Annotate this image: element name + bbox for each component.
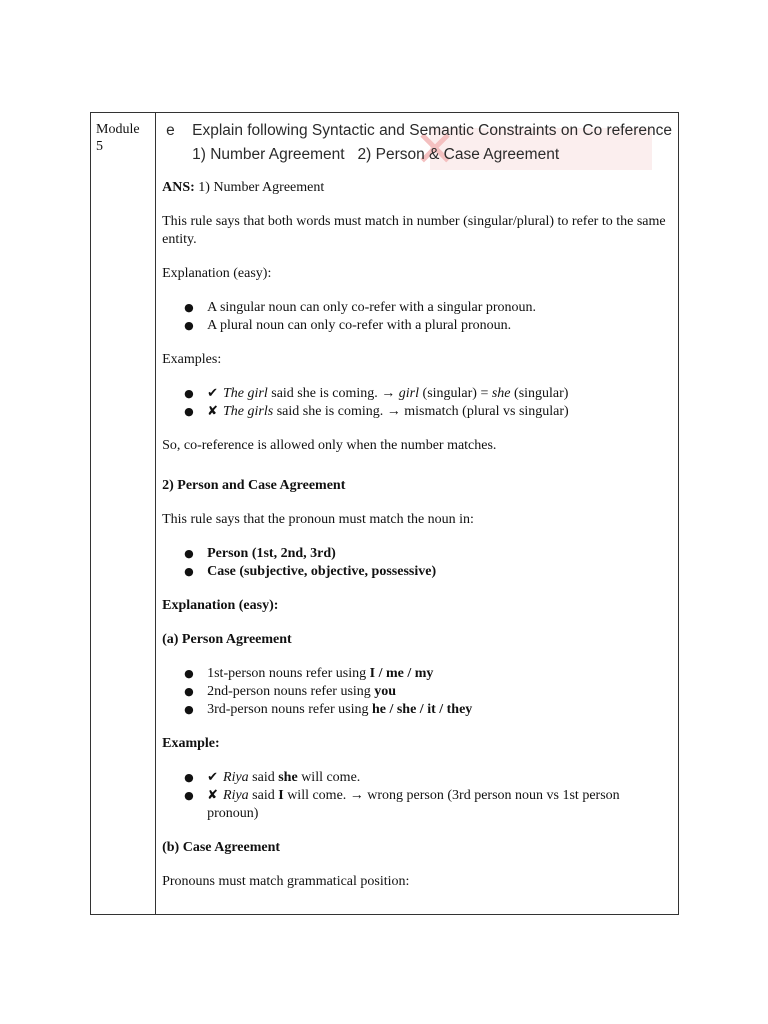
list-item: ● A singular noun can only co-refer with a singular pronoun. <box>162 299 672 317</box>
module-label: Module <box>96 122 140 137</box>
ans-heading: 1) Number Agreement <box>198 180 325 195</box>
list-item: ● 3rd-person nouns refer using he / she / it / they <box>162 701 672 719</box>
explanation-2-label: Explanation (easy): <box>162 598 279 613</box>
question-letter: e <box>166 122 175 139</box>
watermark-mark: ✕ <box>414 120 457 178</box>
person-bullets <box>162 665 672 719</box>
bullets-1 <box>162 299 672 335</box>
examples-label: Examples: <box>162 352 222 367</box>
answer-cell <box>156 113 678 914</box>
ans-line <box>162 179 672 197</box>
module-table <box>90 112 679 915</box>
list-item: ● ✔ Riya said she will come. <box>162 769 672 787</box>
ans-label: ANS: <box>162 180 195 195</box>
question-image <box>162 120 672 178</box>
list-item: ● A plural noun can only co-refer with a plural pronoun. <box>162 317 672 335</box>
person-examples <box>162 769 672 823</box>
example-label: Example: <box>162 736 220 751</box>
person-heading: (a) Person Agreement <box>162 632 292 647</box>
section-2-heading: 2) Person and Case Agreement <box>162 478 346 493</box>
cross-icon: ✘ <box>207 404 219 419</box>
case-line: Pronouns must match grammatical position: <box>162 874 410 889</box>
case-heading: (b) Case Agreement <box>162 840 281 855</box>
list-item: ● Person (1st, 2nd, 3rd) <box>162 545 672 563</box>
module-number: 5 <box>96 139 103 154</box>
list-item: ● 1st-person nouns refer using I / me / my <box>162 665 672 683</box>
module-cell <box>91 113 156 914</box>
check-icon: ✔ <box>207 770 219 785</box>
list-item: ● 2nd-person nouns refer using you <box>162 683 672 701</box>
check-icon: ✔ <box>207 386 219 401</box>
bullets-2 <box>162 545 672 581</box>
list-item: ● ✘ The girls said she is coming. → mismatch (plural vs singular) <box>162 403 672 421</box>
rule-1: This rule says that both words must match in number (singular/plural) to refer to the same entity. <box>162 214 666 247</box>
list-item: ● Case (subjective, objective, possessive) <box>162 563 672 581</box>
list-item: ● ✘ Riya said I will come. → wrong person (3rd person noun vs 1st person pronoun) <box>162 787 672 823</box>
cross-icon: ✘ <box>207 788 219 803</box>
so-line: So, co-reference is allowed only when the number matches. <box>162 438 497 453</box>
explanation-label: Explanation (easy): <box>162 266 272 281</box>
question-line-2: 1) Number Agreement 2) Person & Case Agreement <box>192 146 560 163</box>
list-item: ● ✔ The girl said she is coming. → girl (singular) = she (singular) <box>162 385 672 403</box>
examples-list <box>162 385 672 421</box>
question-line-1: Explain following Syntactic and Semantic Constraints on Co reference <box>192 122 672 139</box>
rule-2: This rule says that the pronoun must match the noun in: <box>162 512 474 527</box>
